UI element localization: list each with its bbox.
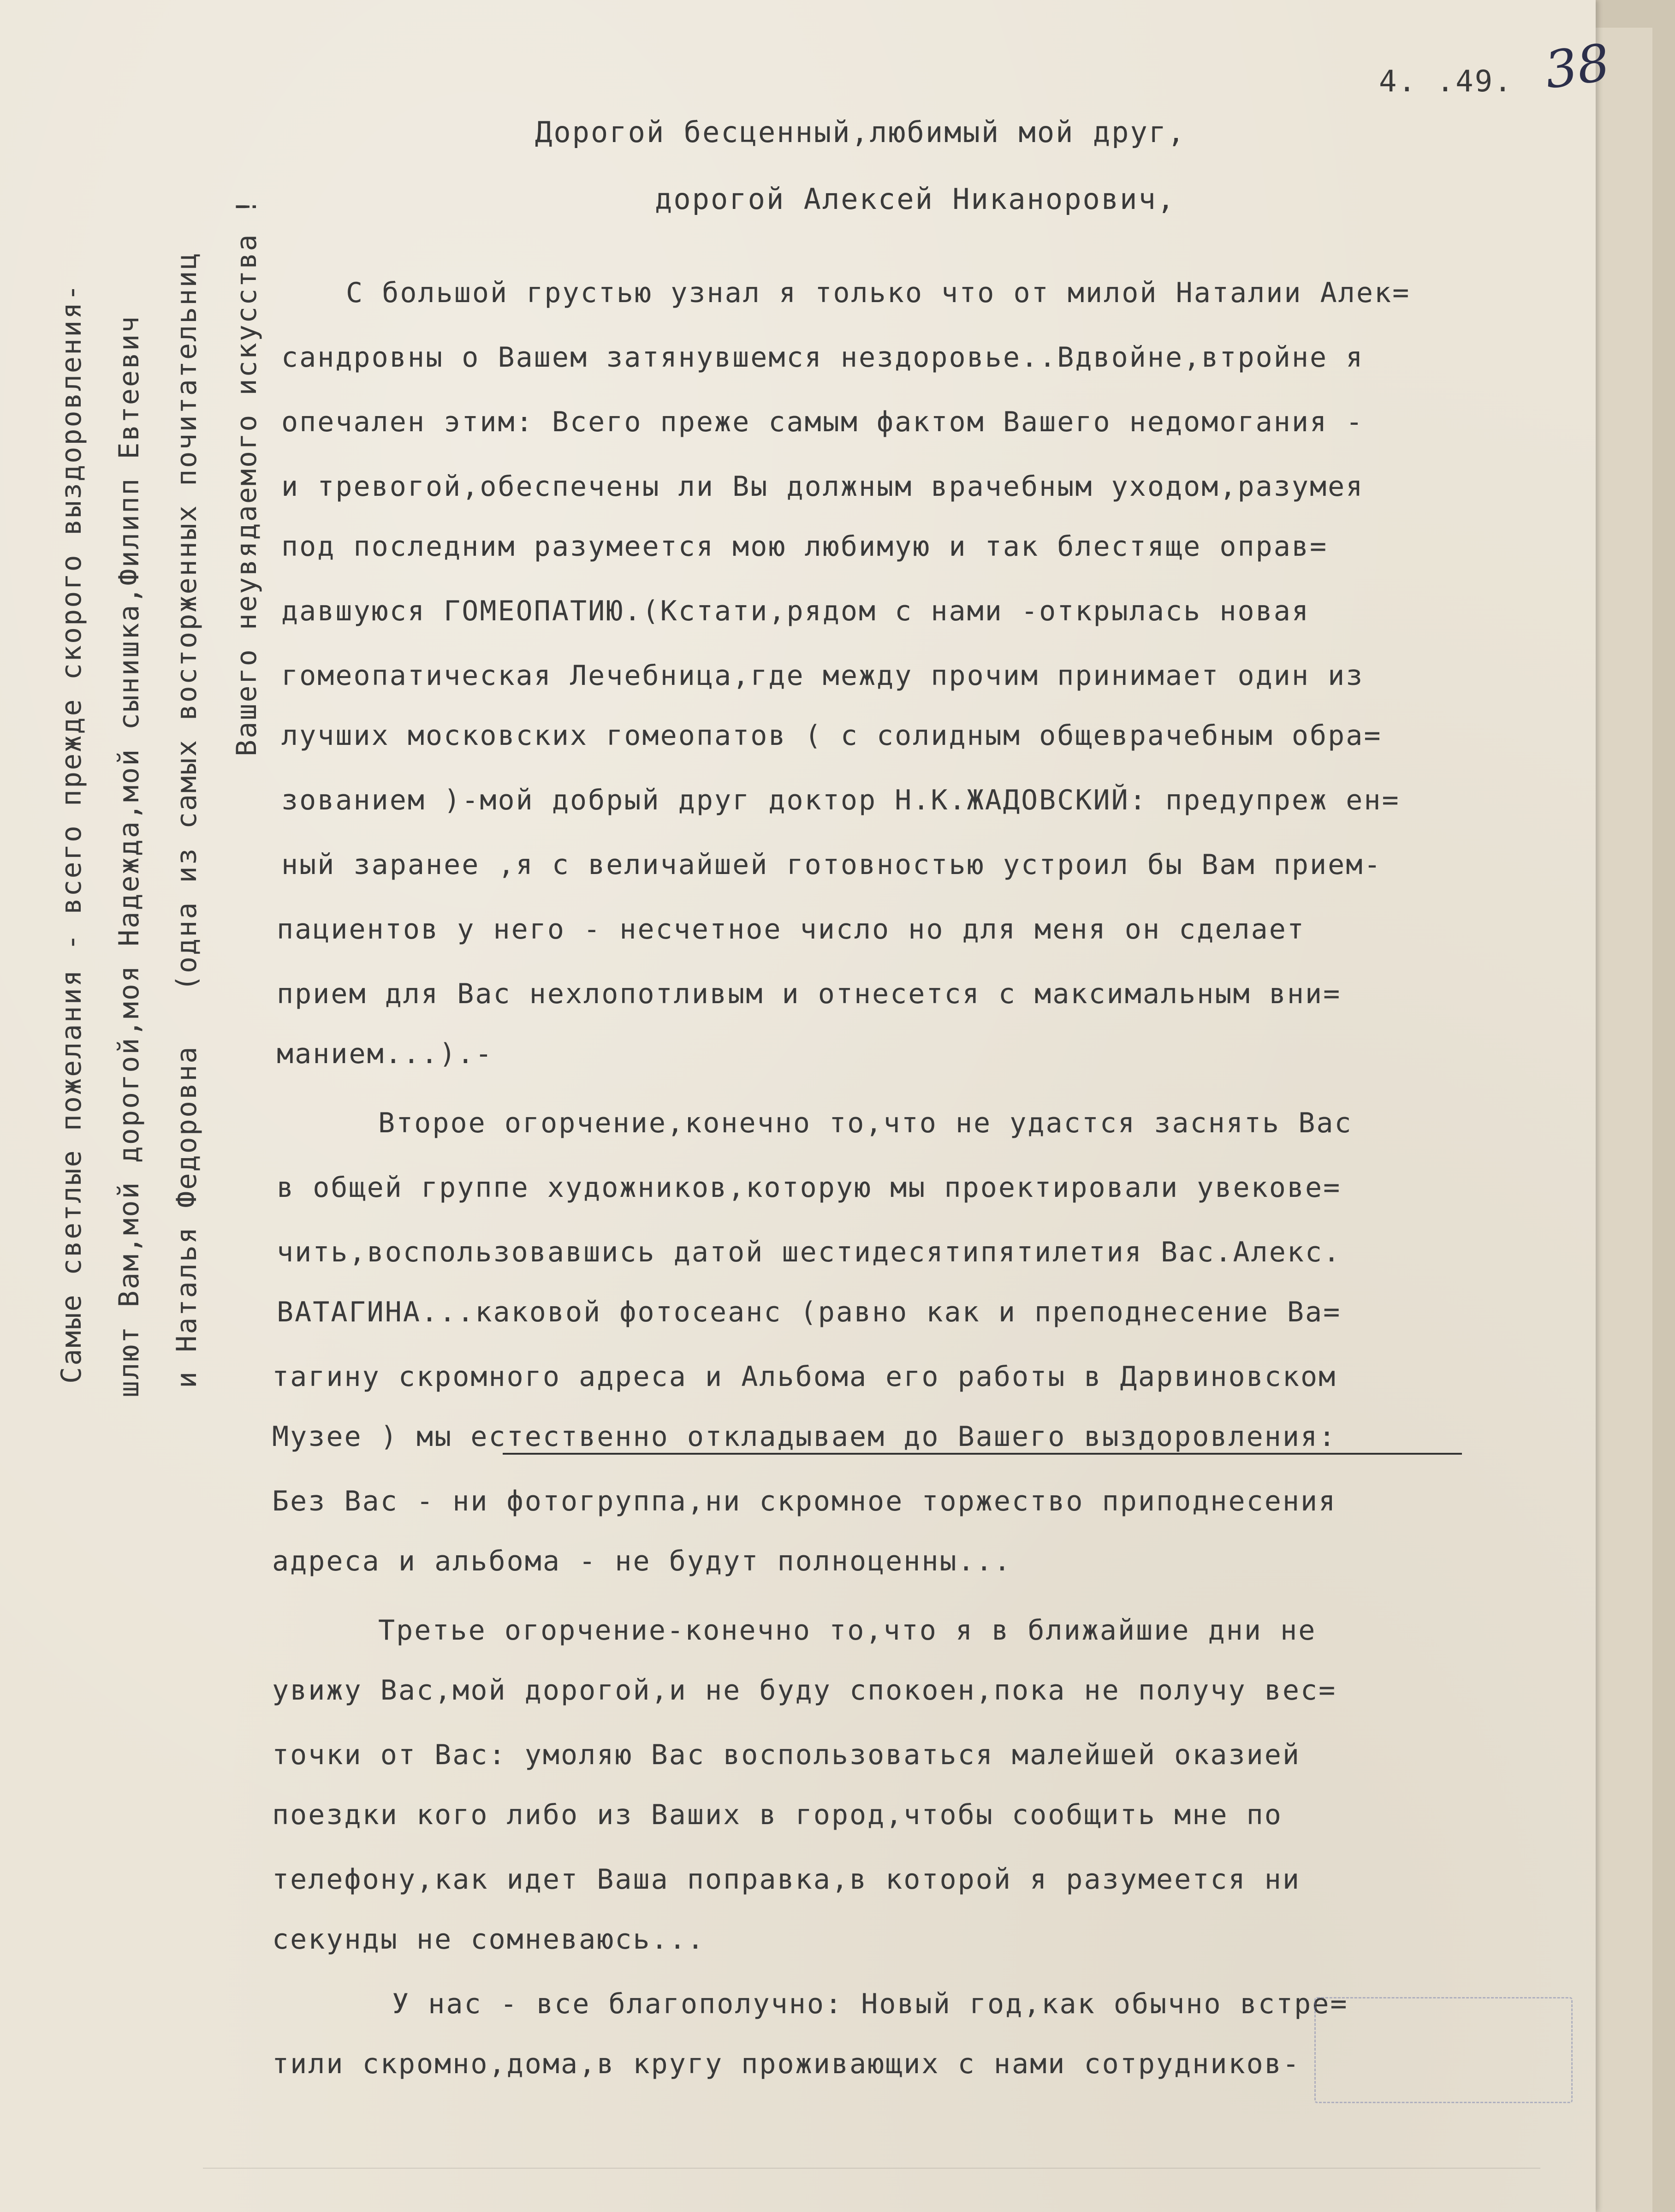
body-line: Второе огорчение,конечно то,что не удастся заснять Вас [378,1107,1353,1139]
archive-stamp [1314,1997,1573,2103]
body-line: гомеопатическая Лечебница,где между прочим принимает один из [281,660,1364,692]
body-line: опечален этим: Всего преже самым фактом Вашего недомогания - [281,406,1364,438]
body-line: тагину скромного адреса и Альбома его работы в Дарвиновском [272,1361,1337,1393]
body-line: зованием )-мой добрый друг доктор Н.К.ЖАДОВСКИЙ: предупреж ен= [281,784,1400,816]
archive-folio-number: 38 [1541,32,1614,101]
body-line: адреса и альбома - не будут полноценны... [272,1545,1012,1577]
body-line: под последним разумеется мою любимую и так блестяще оправ= [281,530,1328,563]
body-line: С большой грустью узнал я только что от милой Наталии Алек= [346,277,1411,309]
body-line: Третье огорчение-конечно то,что я в ближайшие дни не [378,1614,1317,1647]
margin-note-line-4: Вашего неувядаемого искусства ! [231,197,263,756]
body-line: ВАТАГИНА...каковой фотосеанс (равно как и преподнесение Ва= [277,1296,1342,1328]
body-line: в общей группе художников,которую мы проектировали увекове= [277,1171,1342,1204]
salutation-line-1: Дорогой бесценный,любимый мой друг, [535,115,1186,149]
margin-note-line-1: Самые светлые пожелания - всего прежде скорого выздоровления- [55,283,88,1384]
body-line: манием...).- [277,1038,493,1070]
body-line: давшуюся ГОМЕОПАТИЮ.(Кстати,рядом с нами -открылась новая [281,595,1310,627]
body-line: лучших московских гомеопатов ( с солидным общеврачебным обра= [281,719,1382,752]
body-line: поездки кого либо из Ваших в город,чтобы сообщить мне по [272,1799,1283,1831]
page-bottom-crease [203,2168,1540,2169]
margin-note-line-3: и Наталья Федоровна (одна из самых восторженных почитательниц [171,251,203,1388]
body-line: прием для Вас нехлопотливым и отнесется с максимальным вни= [277,978,1342,1010]
body-line: и тревогой,обеспечены ли Вы должным врачебным уходом,разумея [281,470,1364,503]
body-line: Без Вас - ни фотогруппа,ни скромное торжество приподнесения [272,1485,1337,1517]
letter-date: 4. .49. [1379,65,1513,99]
body-line: У нас - все благополучно: Новый год,как обычно встре= [392,1988,1348,2020]
body-line: тили скромно,дома,в кругу проживающих с нами сотрудников- [272,2048,1301,2080]
body-line: Музее ) мы естественно откладываем до Вашего выздоровления: [272,1421,1337,1453]
body-line: секунды не сомневаюсь... [272,1923,705,1956]
body-line: чить,воспользовавшись датой шестидесятипятилетия Вас.Алекс. [277,1236,1342,1268]
margin-note-line-2: шлют Вам,мой дорогой,моя Надежда,мой сынишка,Филипп Евтеевич [113,315,145,1397]
body-line: пациентов у него - несчетное число но для меня он сделает [277,913,1306,945]
body-line: сандровны о Вашем затянувшемся нездоровье..Вдвойне,втройне я [281,341,1364,374]
salutation-line-2: дорогой Алексей Никанорович, [655,182,1176,216]
body-line: увижу Вас,мой дорогой,и не буду спокоен,пока не получу вес= [272,1674,1337,1707]
underline-mark [503,1453,1462,1455]
body-line: телефону,как идет Ваша поправка,в которой я разумеется ни [272,1863,1301,1896]
body-line: ный заранее ,я с величайшей готовностью устроил бы Вам прием- [281,849,1382,881]
body-line: точки от Вас: умоляю Вас воспользоваться малейшей оказией [272,1739,1301,1771]
